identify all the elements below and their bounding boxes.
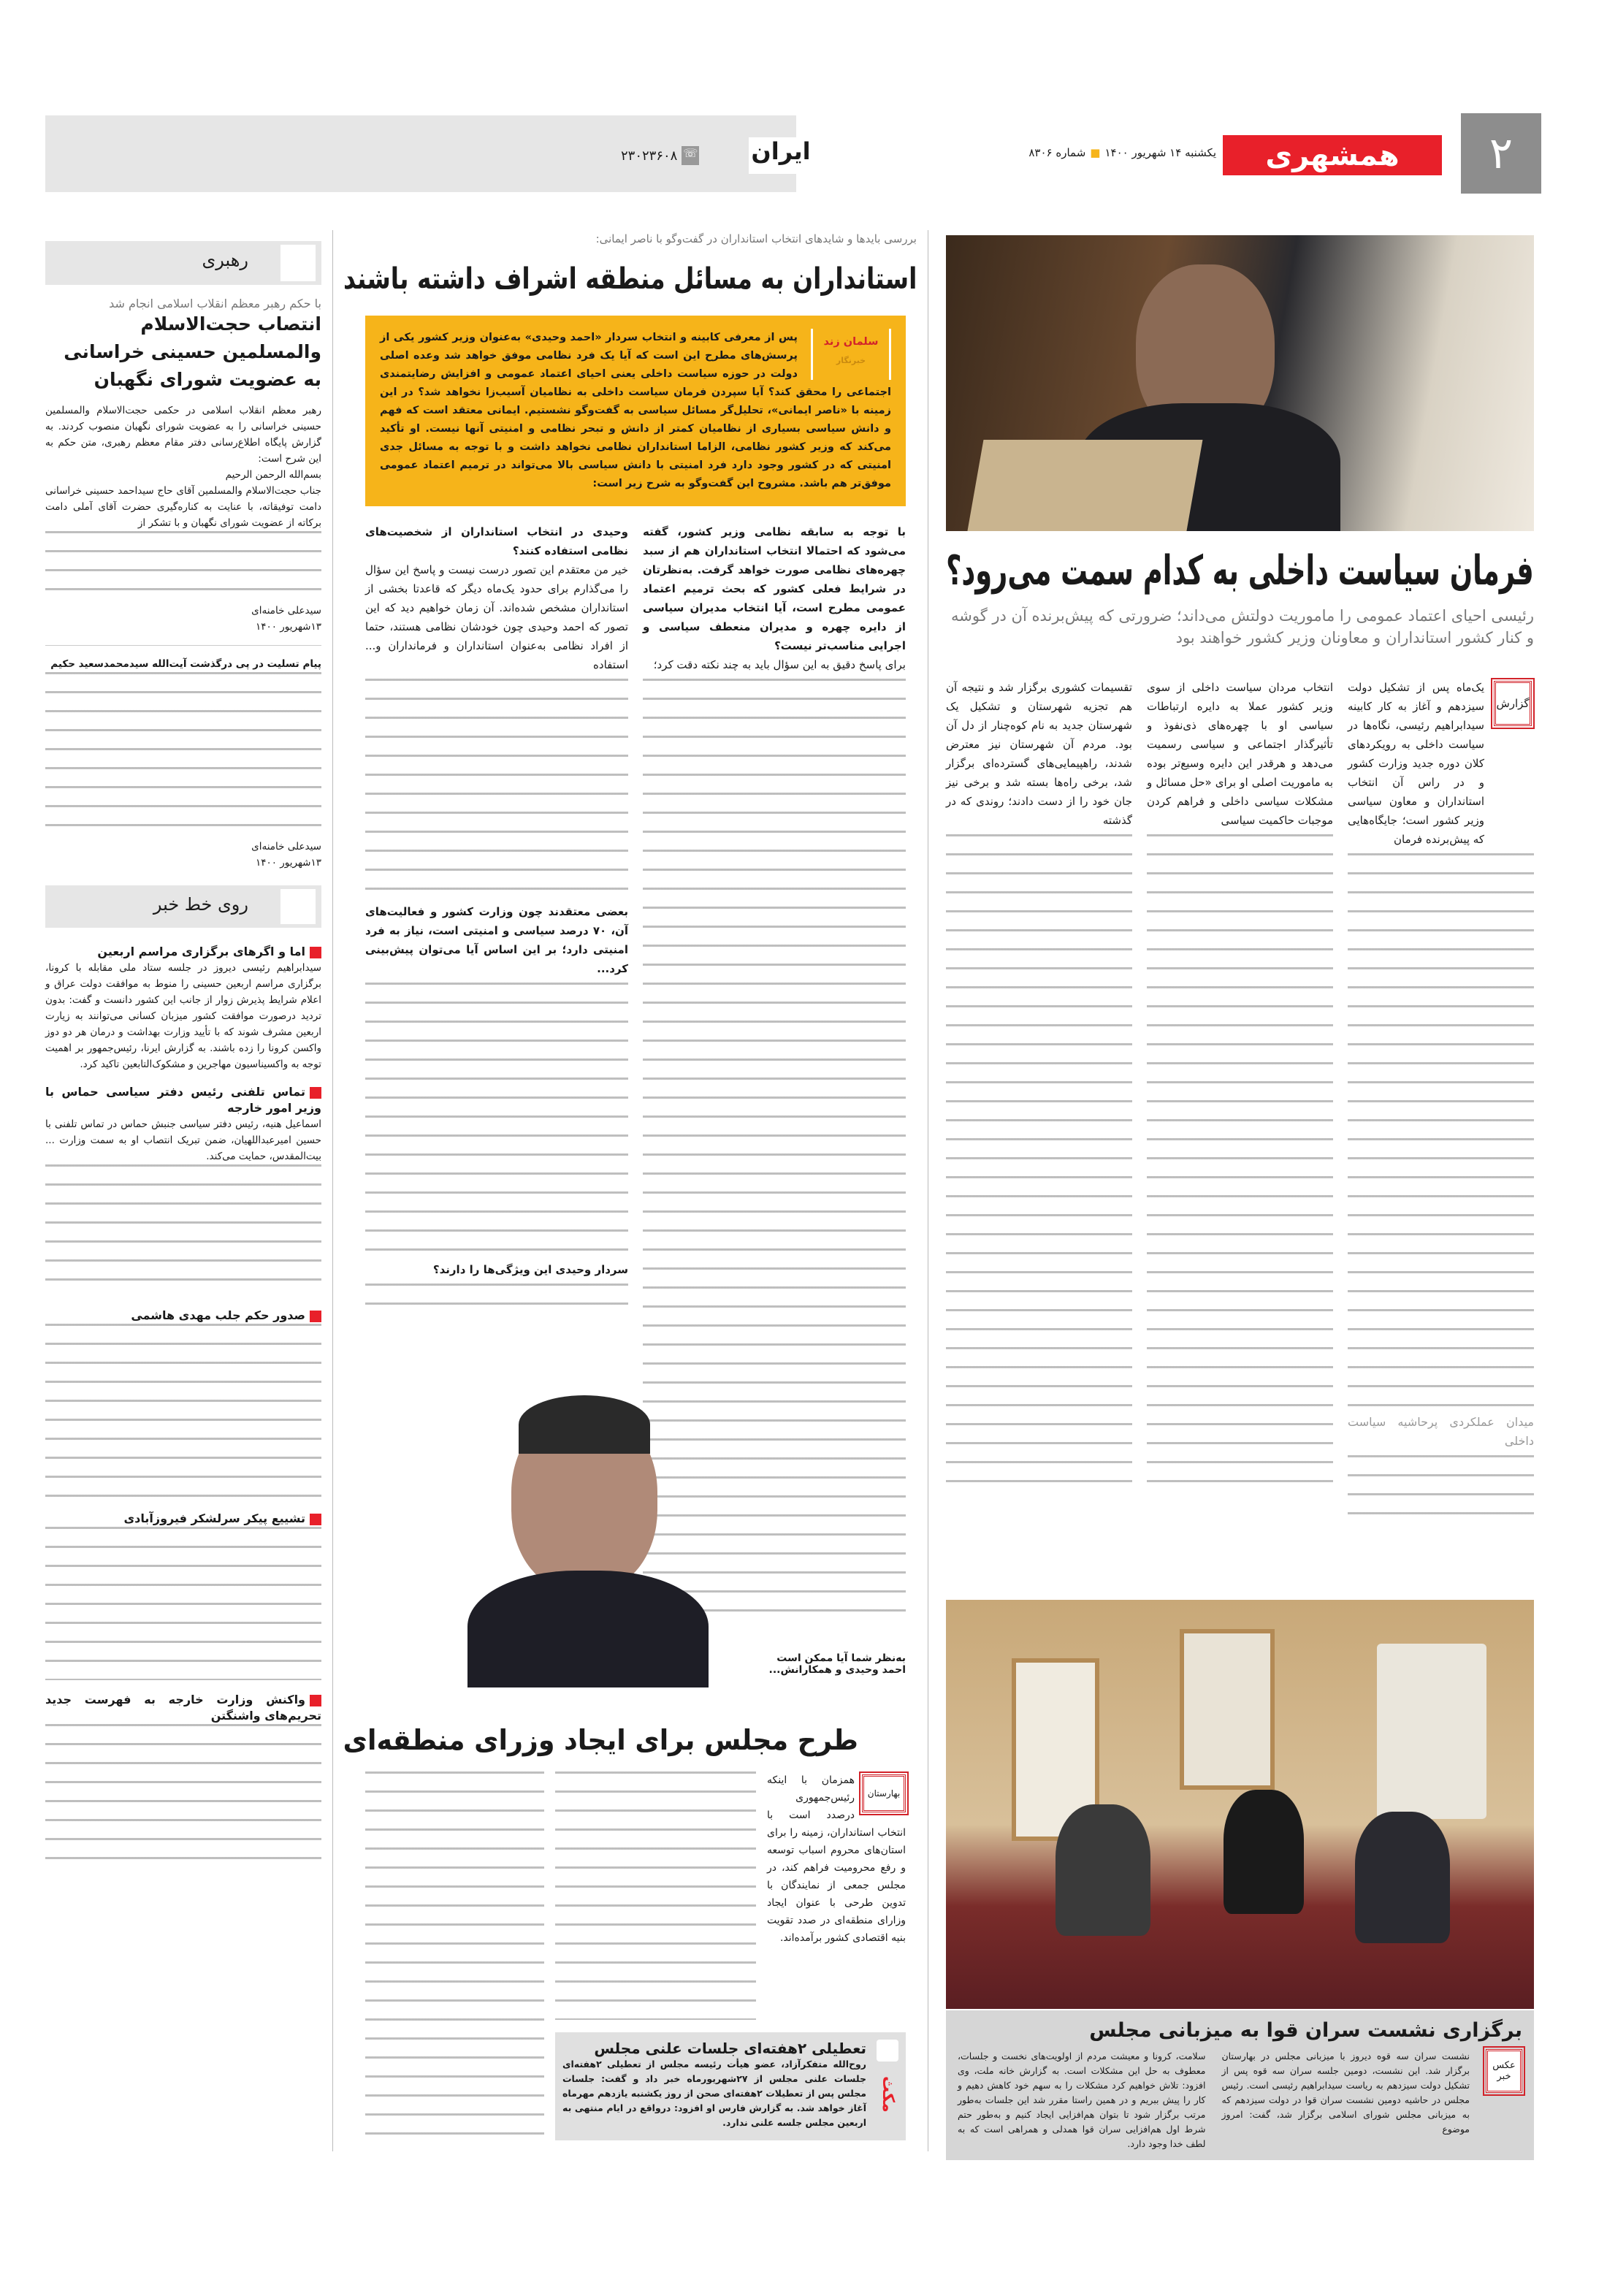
interview-headline: استانداران به مسائل منطقه اشراف داشته باشند xyxy=(343,262,917,296)
bullet-icon xyxy=(310,1695,321,1706)
main-headline: فرمان سیاست داخلی به کدام سمت می‌رود؟ xyxy=(946,547,1534,595)
imani-photo xyxy=(467,1388,760,1687)
bullet-icon xyxy=(310,1311,321,1322)
news-section-header xyxy=(45,885,321,928)
condolence-headline: پیام تسلیت در پی درگذشت آیت‌الله سیدمحمدسعید حکیم xyxy=(50,658,321,670)
leader-section-title: رهبری xyxy=(202,250,248,270)
issue-info: یکشنبه ۱۴ شهریور ۱۴۰۰ ■ شماره ۸۳۰۶ xyxy=(1028,146,1216,159)
phone-number xyxy=(621,146,699,165)
question-3: بعضی معتقدند چون وزارت کشور و فعالیت‌های آن، ۷۰ درصد سیاسی و امنیتی است، نیاز به فرد امنیتی دارد؛ بر این اساس آیا می‌توان پیش‌بینی کرد... xyxy=(365,905,628,975)
leader-section-header xyxy=(45,241,321,285)
leader-signature-date: ۱۳شهریور ۱۴۰۰ xyxy=(255,621,321,633)
parliament-plan-col-1 xyxy=(767,1771,906,1947)
main-subhead-2: میدان عملکردی پرحاشیه سیاست داخلی xyxy=(1348,1415,1534,1448)
leader-body-text: رهبر معظم انقلاب اسلامی در حکمی حجت‌الاسلام والمسلمین حسینی خراسانی را به عضویت شورای نگهبان منصوب کردند. به گزارش پایگاه اطلاع‌رسانی دفتر مقام معظم رهبری، متن حکم به این شرح است: xyxy=(45,405,321,465)
leader-signature: سیدعلی خامنه‌ای xyxy=(251,605,321,617)
answer-2: خیر من معتقدم این تصور درست نیست و پاسخ این سؤال را می‌گذارم برای حدود یک‌ماه دیگر که قاعدتا بخشی از استانداران مشخص شده‌اند. آن زمان خواهیم دید که این تصور که احمد وحیدی چون خودشان نظامی هستند، حتما از افراد نظامی به‌عنوان استانداران و فرمانداران و... استفاده xyxy=(365,563,628,671)
column-divider xyxy=(332,230,333,2151)
condolence-signature-date: ۱۳شهریور ۱۴۰۰ xyxy=(255,857,321,869)
news-item-title: تماس تلفنی رئیس دفتر سیاسی حماس با وزیر امور خارجه xyxy=(45,1085,321,1115)
main-col-3-text: تقسیمات کشوری برگزار شد و نتیجه آن هم تجزیه شهرستان و تشکیل یک شهرستان جدید به نام کوه‌چنار از دل آن بود. مردم آن شهرستان نیز معترض شدند، راهپیمایی‌های گسترده‌ای برگزار شد، برخی راه‌ها بسته شد و برخی نیز جان خود را از دست دادند؛ روندی که در گذشته xyxy=(946,681,1132,827)
question-1: با توجه به سابقه نظامی وزیر کشور، گفته می‌شود که احتمالا انتخاب استانداران هم از سبد چهره‌های نظامی صورت خواهد گرفت. به‌نظرتان در شرایط فعلی کشور که بحث ترمیم اعتماد عمومی مطرح است، آیا انتخاب مدیران سیاسی از دایره چهره و مدیران منعطف سیاسی و اجرایی مناسب‌تر نیست؟ xyxy=(643,525,906,652)
leader-body xyxy=(45,403,321,871)
leader-body-text-2: جناب حجت‌الاسلام والمسلمین آقای حاج سیداحمد حسینی خراسانی دامت توفیقاته، با عنایت به کناره‌گیری حضرت آقای آملی دامت برکاته از عضویت شورای نگهبان و با تشکر از xyxy=(45,485,321,529)
main-photo xyxy=(946,235,1534,531)
main-col-1 xyxy=(1348,678,1534,1528)
baharestan-tag: بهارستان xyxy=(862,1774,906,1812)
brief-side-label: مکث xyxy=(879,2076,897,2113)
issue-date: یکشنبه ۱۴ شهریور ۱۴۰۰ xyxy=(1104,146,1216,159)
issue-number: شماره ۸۳۰۶ xyxy=(1028,146,1086,159)
news-item-body: سیدابراهیم رئیسی دیروز در جلسه ستاد ملی مقابله با کرونا، برگزاری مراسم اربعین حسینی را منوط به موافقت دولت عراق و اعلام شرایط پذیرش زوار از جانب این کشور دانست و گفت: بدون تردید درصورت موافقت کشور میزبان کسانی می‌توانند به زیارت اربعین مشرف شوند که با تأیید وزارت بهداشت و درمان هر دو دوز واکسن کرونا را زده باشند. به گزارش ایرنا، رئیس‌جمهور بر اهمیت توجه به واکسیناسیون مهاجرین و مشکوک‌التابعین تاکید کرد. xyxy=(45,962,321,1070)
bullet-icon xyxy=(310,1087,321,1099)
brief-body: روح‌الله متفکرآزاد، عضو هیأت رئیسه مجلس از تعطیلی ۲هفته‌ای جلسات علنی مجلس از ۲۷شهریورماه خبر داد و گفت: جلسات مجلس پس از تعطیلات ۲هفته‌ای صحن از روز یکشنبه یازدهم مهرماه آغاز خواهد شد. به گزارش فارس او افزود: درواقع در ایام منتهی به اربعین مجلس جلسه علنی ندارد. xyxy=(562,2059,866,2128)
main-col-1-text: یک‌ماه پس از تشکیل دولت سیزدهم و آغاز به کار کابینه سیدابراهیم رئیسی، نگاه‌ها در سیاست داخلی به رویکردهای کلان دوره جدید وزارت کشور و در راس آن انتخاب استانداران و معاون سیاسی وزیر کشور است؛ جایگاه‌هایی که پیش‌برنده فرمان xyxy=(1348,681,1484,846)
question-4: سردار وحیدی این ویژگی‌ها را دارند؟ xyxy=(432,1263,628,1276)
heads-of-branches-photo xyxy=(946,1600,1534,2009)
basmala: بسم‌الله الرحمن الرحیم xyxy=(225,469,321,481)
parliament-plan-headline: طرح مجلس برای ایجاد وزرای منطقه‌ای xyxy=(343,1724,858,1756)
condolence-signature: سیدعلی خامنه‌ای xyxy=(251,841,321,853)
answer-1: برای پاسخ دقیق به این سؤال باید به چند نکته دقت کرد؛ xyxy=(653,658,906,671)
parliament-plan-col-2 xyxy=(555,1771,756,2020)
main-col-2-text: انتخاب مردان سیاست داخلی از سوی وزیر کشور عملا به دایره ارتباطات سیاسی او با چهره‌های ذی‌نفوذ و تأثیرگذار اجتماعی و سیاسی رسمیت می‌دهد و هرقدر این دایره وسیع‌تر بوده به ماموریت اصلی او برای «حل مسائل و مشکلات سیاسی داخلی و فراهم کردن موجبات حاکمیت سیاسی xyxy=(1147,681,1333,827)
news-list xyxy=(45,944,321,1870)
news-item-title: اما و اگرهای برگزاری مراسم اربعین xyxy=(45,944,321,960)
main-col-2 xyxy=(1147,678,1333,1492)
news-item xyxy=(45,944,321,1072)
photo-news-col-2: سلامت، کرونا و معیشت مردم از اولویت‌های نخست و جلسات، معطوف به حل این مشکلات است. به گزارش خانه ملت، وی افزود: تلاش خواهیم کرد مشکلات را به سهم خود کاهش دهیم و کار را پیش ببریم و در همین راستا مقرر شد این جلسات به‌طور مرتب برگزار شود تا بتوان هم‌افزایی ایجاد کنیم و به‌طور حتم شرط اول هم‌افزایی سران قوا همدلی و همراهی است که به لطف خدا وجود دارد. xyxy=(958,2051,1206,2149)
brief-icon xyxy=(877,2040,898,2062)
main-subhead: رئیسی احیای اعتماد عمومی را ماموریت دولتش می‌داند؛ ضرورتی که پیش‌برنده آن در گوشه و کنار کشور استانداران و معاونان وزیر کشور خواهند بود xyxy=(950,607,1534,647)
report-tag: گزارش xyxy=(1494,681,1532,726)
bullet-icon xyxy=(310,947,321,958)
main-col-3 xyxy=(946,678,1132,1492)
news-item xyxy=(45,1084,321,1296)
section-title: ایران xyxy=(749,137,813,174)
author-name: سلمان زند xyxy=(823,336,879,348)
news-item-title: واکنش وزارت خارجه به فهرست جدید تحریم‌های واشنگتن xyxy=(45,1693,321,1723)
photo-news-headline: برگزاری نشست سران قوا به میزبانی مجلس xyxy=(1089,2019,1522,2042)
sidebar xyxy=(45,241,321,1870)
interview-kicker: بررسی بایدها و شایدهای انتخاب استانداران در گفت‌وگو با ناصر ایمانی: xyxy=(595,232,917,245)
photo-news-col-1: نشست سران سه قوه دیروز با میزبانی مجلس در بهارستان برگزار شد. این نشست، دومین جلسه سران سه قوه پس از تشکیل دولت سیزدهم به ریاست سیدابراهیم رئیسی است. رئیس مجلس در حاشیه دومین نشست سران قوا در دولت سیزدهم که به میزبانی مجلس شورای اسلامی برگزار شد، گفت: امروز موضوع xyxy=(1221,2051,1470,2135)
brief-headline: تعطیلی ۲هفته‌ای جلسات علنی مجلس xyxy=(594,2040,866,2057)
news-item-body: اسماعیل هنیه، رئیس دفتر سیاسی جنبش حماس در تماس تلفنی با حسین امیرعبداللهیان، ضمن تبریک انتصاب او به سمت وزارت ... بیت‌المقدس، حمایت می‌کند. xyxy=(45,1118,321,1162)
page-number: ۲ xyxy=(1461,113,1541,194)
phone-icon: ☏ xyxy=(682,146,699,165)
interview-lead-box xyxy=(365,316,906,506)
leader-kicker: با حکم رهبر معظم انقلاب اسلامی انجام شد xyxy=(109,297,321,310)
interview-lead-text: پس از معرفی کابینه و انتخاب سردار «احمد وحیدی» به‌عنوان وزیر کشور یکی از پرسش‌های مطرح این است که آیا یک فرد نظامی موفق خواهد شد وعده اصلی دولت در حوزه سیاست داخلی یعنی احیای اعتماد عمومی و افزایش رضایتمندی اجتماعی را محقق کند؟ آیا سپردن فرمان سیاست داخلی به نظامیان آسیب‌زا نخواهد شد؟ در این زمینه با «ناصر ایمانی»، تحلیل‌گر مسائل سیاسی به گفت‌وگو نشستیم. ایمانی معتقد است که فهم و دانش سیاسی بسیاری از نظامیان کمتر از دانش و تبحر نظامی و امنیتی آنها نیست. او تأکید می‌کند که وزیر کشور نظامی، الزاما استانداران نظامی نخواهد داشت و با توجه به مسائل جدی امنیتی که در کشور وجود دارد فرد امنیتی با دانش سیاسی بالا می‌تواند در ترمیم اعتماد عمومی موفق‌تر هم باشد. مشروح این گفت‌وگو به شرح زیر است: xyxy=(380,332,891,489)
photo-news-box xyxy=(946,2010,1534,2160)
masthead-logo: همشهری xyxy=(1223,135,1442,175)
news-item xyxy=(45,1692,321,1870)
news-item-title: صدور حکم جلب مهدی هاشمی xyxy=(45,1308,321,1324)
news-item xyxy=(45,1308,321,1499)
news-item xyxy=(45,1511,321,1680)
author-role: خبرنگار xyxy=(836,356,866,365)
bullet-icon xyxy=(310,1514,321,1525)
leader-headline: انتصاب حجت‌الاسلام والمسلمین حسینی خراسانی به عضویت شورای نگهبان xyxy=(64,313,321,390)
parliament-plan-text: همزمان با اینکه رئیس‌جمهوری درصدد است با انتخاب استانداران، زمینه را برای استان‌های محروم اسباب توسعه و رفع محرومیت فراهم کند، در مجلس جمعی از نمایندگان با تدوین طرحی با عنوان ایجاد وزارای منطقه‌ای در صدد تقویت بنیه اقتصادی کشور برآمده‌اند. xyxy=(767,1774,906,1944)
parliament-plan-col-3 xyxy=(365,1771,544,2151)
author-byline xyxy=(811,329,891,380)
phone-value: ۲۳۰۲۳۶۰۸ xyxy=(621,148,678,164)
imani-photo-caption: به‌نظر شما آیا ممکن است احمد وحیدی و همکارانش... xyxy=(768,1652,906,1676)
news-item-title: تشییع پیکر سرلشکر فیروزآبادی xyxy=(45,1511,321,1527)
news-section-title: روی خط خبر xyxy=(153,894,248,915)
photo-news-tag: عکس خبر xyxy=(1486,2049,1522,2093)
question-2: وحیدی در انتخاب استانداران از شخصیت‌های نظامی استفاده کنند؟ xyxy=(365,525,628,557)
brief-box xyxy=(555,2032,906,2140)
